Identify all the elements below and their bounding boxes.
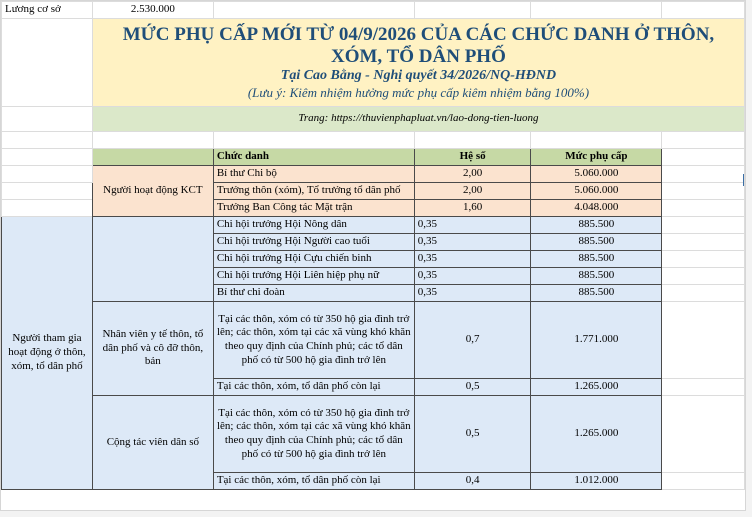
allowance-cell[interactable]: 1.771.000 [531,302,662,379]
empty-cell[interactable] [414,2,531,19]
allowance-cell[interactable]: 1.265.000 [531,379,662,396]
empty-cell[interactable] [2,166,93,183]
empty-cell[interactable] [662,200,745,217]
position-cell[interactable]: Chi hội trưởng Hội Cựu chiến binh [213,251,414,268]
coefficient-cell[interactable]: 0,5 [414,396,531,473]
base-salary-value[interactable]: 2.530.000 [92,2,213,19]
coefficient-cell[interactable]: 2,00 [414,183,531,200]
empty-cell[interactable] [531,2,662,19]
position-cell[interactable]: Chi hội trưởng Hội Liên hiệp phụ nữ [213,268,414,285]
coefficient-cell[interactable]: 0,35 [414,268,531,285]
subgroup-collaborators-label[interactable]: Cộng tác viên dân số [92,396,213,490]
subgroup-health-staff-label[interactable]: Nhân viên y tế thôn, tổ dân phố và cô đỡ thôn, bản [92,302,213,396]
title-block[interactable] [92,19,744,107]
subgroup-empty[interactable] [92,217,213,302]
coefficient-cell[interactable]: 0,35 [414,217,531,234]
header-coefficient[interactable]: Hệ số [414,149,531,166]
allowance-cell[interactable]: 885.500 [531,234,662,251]
allowance-cell[interactable]: 1.012.000 [531,473,662,490]
worksheet-grid [1,1,745,490]
empty-cell[interactable] [213,132,414,149]
empty-cell[interactable] [2,19,93,107]
coefficient-cell[interactable]: 0,4 [414,473,531,490]
position-cell[interactable]: Trưởng thôn (xóm), Tổ trưởng tổ dân phố [213,183,414,200]
allowance-cell[interactable]: 4.048.000 [531,200,662,217]
position-cell[interactable]: Tại các thôn, xóm có từ 350 hộ gia đình trở lên; các thôn, xóm tại các xã vùng khó khăn theo quy định của Chính phủ; các tổ dân phố có từ 500 hộ gia đình trở lên [213,302,414,379]
position-cell[interactable]: Tại các thôn, xóm, tổ dân phố còn lại [213,473,414,490]
allowance-cell[interactable]: 885.500 [531,217,662,234]
coefficient-cell[interactable]: 0,7 [414,302,531,379]
coefficient-cell[interactable]: 2,00 [414,166,531,183]
empty-cell[interactable] [531,132,662,149]
empty-cell[interactable] [2,107,93,132]
empty-cell[interactable] [2,149,93,166]
allowance-cell[interactable]: 885.500 [531,268,662,285]
empty-cell[interactable] [662,396,745,473]
allowance-cell[interactable]: 885.500 [531,285,662,302]
empty-cell[interactable] [662,473,745,490]
empty-cell[interactable] [662,217,745,234]
coefficient-cell[interactable]: 1,60 [414,200,531,217]
source-link[interactable]: Trang: https://thuvienphapluat.vn/lao-dong-tien-luong [92,107,744,132]
header-allowance[interactable]: Mức phụ cấp [531,149,662,166]
allowance-cell[interactable]: 5.060.000 [531,166,662,183]
group-participants-label[interactable]: Người tham gia hoạt động ở thôn, xóm, tổ dân phố [2,217,93,490]
empty-cell[interactable] [213,2,414,19]
empty-cell[interactable] [662,166,745,183]
base-salary-label[interactable]: Lương cơ sở [2,2,93,19]
empty-cell[interactable] [2,200,93,217]
empty-cell[interactable] [662,149,745,166]
header-empty[interactable] [92,149,213,166]
empty-cell[interactable] [414,132,531,149]
empty-cell[interactable] [662,183,745,200]
empty-cell[interactable] [662,2,745,19]
coefficient-cell[interactable]: 0,35 [414,234,531,251]
position-cell[interactable]: Chi hội trưởng Hội Người cao tuổi [213,234,414,251]
subtitle: Tại Cao Bằng - Nghị quyết 34/2026/NQ-HĐND [280,68,557,84]
position-cell[interactable]: Tại các thôn, xóm, tổ dân phố còn lại [213,379,414,396]
coefficient-cell[interactable]: 0,5 [414,379,531,396]
allowance-cell[interactable]: 885.500 [531,251,662,268]
group-kct-label[interactable]: Người hoạt động KCT [92,166,213,217]
position-cell[interactable]: Tại các thôn, xóm có từ 350 hộ gia đình trở lên; các thôn, xóm tại các xã vùng khó khăn theo quy định của Chính phủ; các tổ dân phố có từ 500 hộ gia đình trở lên [213,396,414,473]
empty-cell[interactable] [662,302,745,379]
empty-cell[interactable] [662,234,745,251]
empty-cell[interactable] [92,132,213,149]
position-cell[interactable]: Trưởng Ban Công tác Mặt trận [213,200,414,217]
empty-cell[interactable] [662,379,745,396]
empty-cell[interactable] [662,251,745,268]
allowance-cell[interactable]: 1.265.000 [531,396,662,473]
empty-cell[interactable] [662,285,745,302]
position-cell[interactable]: Bí thư Chi bộ [213,166,414,183]
position-cell[interactable]: Bí thư chi đoàn [213,285,414,302]
header-position[interactable]: Chức danh [213,149,414,166]
allowance-cell[interactable]: 5.060.000 [531,183,662,200]
empty-cell[interactable] [662,268,745,285]
empty-cell[interactable] [2,183,93,200]
position-cell[interactable]: Chi hội trưởng Hội Nông dân [213,217,414,234]
empty-cell[interactable] [662,132,745,149]
note: (Lưu ý: Kiêm nhiệm hưởng mức phụ cấp kiêm nhiệm bằng 100%) [247,84,590,100]
coefficient-cell[interactable]: 0,35 [414,285,531,302]
empty-cell[interactable] [2,132,93,149]
cell-cursor [743,174,744,186]
page-title: MỨC PHỤ CẤP MỚI TỪ 04/9/2026 CỦA CÁC CHỨC DANH Ở THÔN, XÓM, TỔ DÂN PHỐ [122,23,715,67]
coefficient-cell[interactable]: 0,35 [414,251,531,268]
